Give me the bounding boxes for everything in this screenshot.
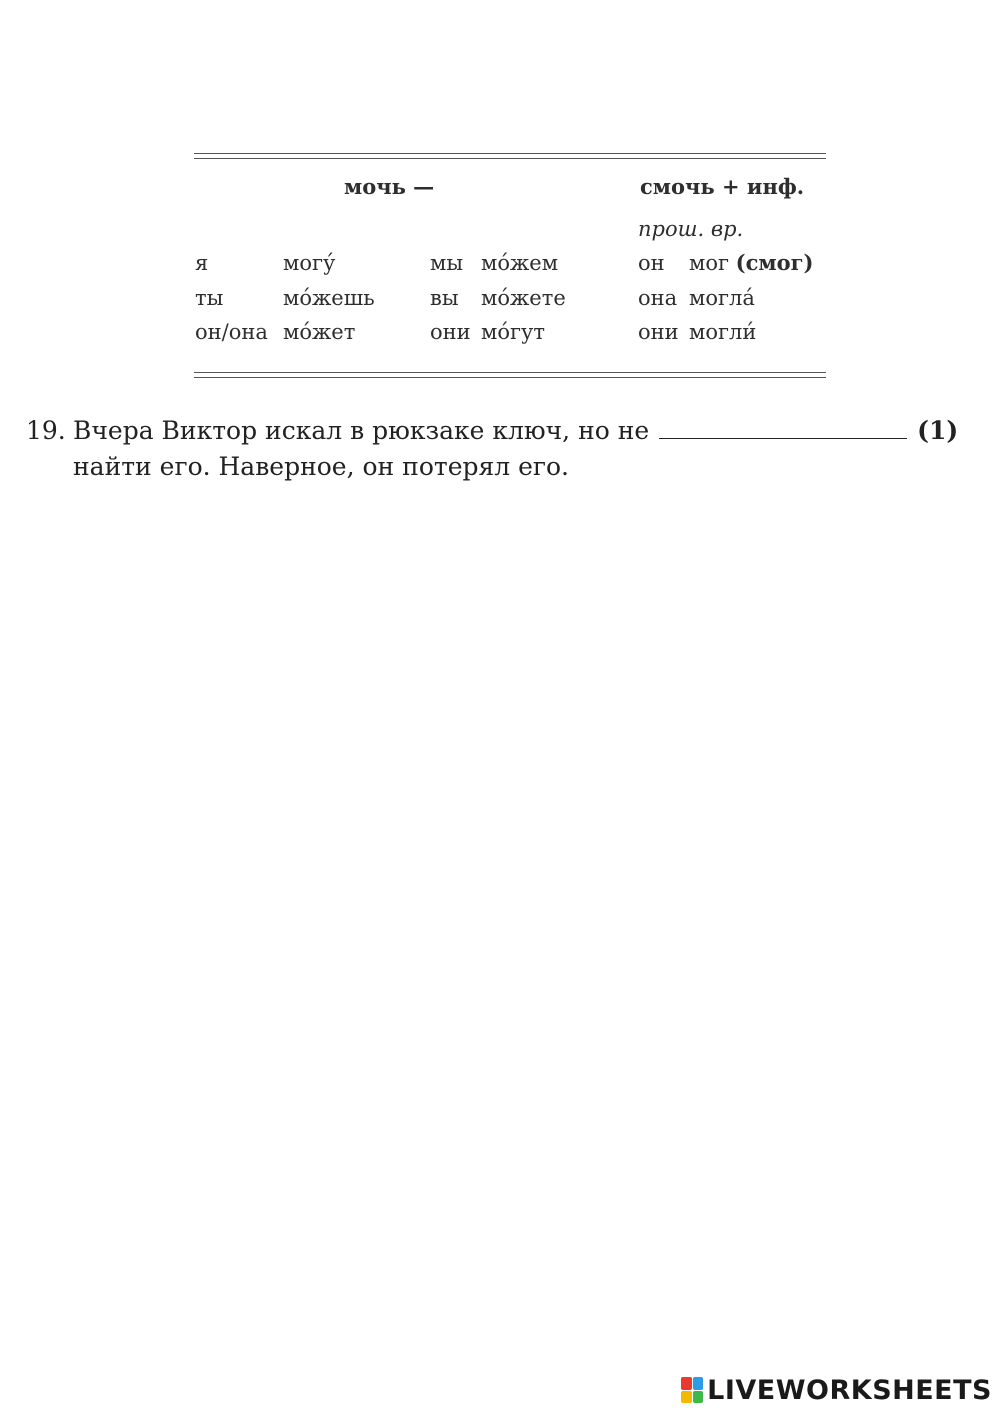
exercise-text-1: Вчера Виктор искал в рюкзаке ключ, но не [73, 416, 650, 445]
exercise-line-2: найти его. Наверное, он потерял его. [73, 452, 569, 481]
pronoun-ty: ты [195, 286, 224, 310]
pronoun-oni: они [430, 320, 471, 344]
table-top-rule-2 [194, 158, 826, 159]
exercise-number: 19. [26, 416, 66, 445]
form-mozhesh: мо́жешь [283, 286, 375, 310]
answer-blank-input[interactable] [659, 418, 907, 439]
pronoun-my: мы [430, 251, 464, 275]
past-tense-label: прош. вр. [638, 217, 744, 241]
exercise-line-1 [73, 416, 958, 446]
pronoun-ona: она [638, 286, 678, 310]
pronoun-oni-past: они [638, 320, 679, 344]
header-smochь: смочь + инф. [640, 174, 805, 199]
pronoun-vy: вы [430, 286, 459, 310]
pronoun-on: он [638, 251, 665, 275]
points-label: (1) [917, 416, 959, 445]
form-mozhet: мо́жет [283, 320, 356, 344]
pronoun-on-ona: он/она [195, 320, 268, 344]
form-mogli: могли́ [689, 320, 757, 344]
pronoun-ya: я [195, 251, 209, 275]
form-mog-text: мог [689, 251, 729, 275]
liveworksheets-logo-text: LIVEWORKSHEETS [707, 1374, 992, 1406]
form-mog [689, 251, 813, 275]
form-mogu: могу́ [283, 251, 336, 275]
form-mozhete: мо́жете [481, 286, 566, 310]
liveworksheets-logo-icon [681, 1377, 703, 1403]
table-bottom-rule-1 [194, 372, 826, 373]
table-top-rule-1 [194, 153, 826, 154]
table-bottom-rule-2 [194, 377, 826, 378]
form-smog: (смог) [735, 250, 814, 275]
header-mochь: мочь — [344, 174, 435, 199]
form-mogla: могла́ [689, 286, 755, 310]
form-mogut: мо́гут [481, 320, 545, 344]
liveworksheets-logo [681, 1375, 992, 1405]
form-mozhem: мо́жем [481, 251, 559, 275]
